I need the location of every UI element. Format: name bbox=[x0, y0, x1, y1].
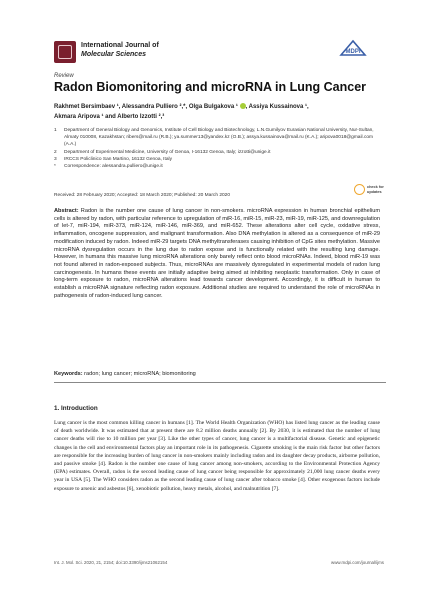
journal-name[interactable] bbox=[81, 41, 159, 59]
affiliations bbox=[54, 127, 374, 170]
authors-line2: Akmara Aripova ¹ and Alberto Izzotti ²,³ bbox=[54, 114, 165, 120]
section-divider bbox=[54, 382, 386, 383]
check-updates-label bbox=[367, 185, 384, 194]
affiliation-number: 2 bbox=[54, 149, 57, 155]
affiliation-item bbox=[54, 127, 374, 149]
affiliation-number: 3 bbox=[54, 156, 57, 162]
abstract-label: Abstract: bbox=[54, 208, 79, 214]
article-title: Radon Biomonitoring and microRNA in Lung Cancer bbox=[54, 80, 367, 94]
correspondence-text: Correspondence: alessandra.pulliero@unige.it bbox=[64, 164, 163, 170]
affiliation-text: Department of General Biology and Genomics, Institute of Cell Biology and Biotechnology, L.N.Gumilyov Eurasian National University, Nur-Sultan, Almaty 010008, Kazakhstan; ribers@mail.ru (R.B.); ya.summer13@yandex.kz (O.B.); assya.kussainova@mail.ru (K.A.); aripova0018@gmail.com (A.A.) bbox=[64, 128, 374, 148]
keywords bbox=[54, 371, 380, 377]
check-for-updates-badge[interactable] bbox=[354, 181, 386, 199]
keywords-text: radon; lung cancer; microRNA; biomonitoring bbox=[84, 371, 196, 377]
affiliation-number: 1 bbox=[54, 128, 57, 133]
footer-website[interactable]: www.mdpi.com/journal/ijms bbox=[331, 560, 384, 565]
affiliation-number: * bbox=[54, 164, 56, 170]
affiliation-text: Department of Experimental Medicine, University of Genoa, I-16132 Genoa, Italy; izzotti@unige.it bbox=[64, 149, 271, 155]
publication-dates: Received: 28 February 2020; Accepted: 18 March 2020; Published: 20 March 2020 bbox=[54, 193, 230, 198]
check-updates-icon bbox=[354, 184, 365, 195]
introduction-text: Lung cancer is the most common killing cancer in humans [1]. The World Health Organization (WHO) has listed lung cancer as the leading cause of death worldwide. It was estimated that at present there are 8.2 million deaths annually [2]. By 2030, it is estimated that the number of lung cancer deaths will rise to 10 million per year [3]. Like the other types of cancer, lung cancer is a multifactorial disease. Genetic and epigenetic changes in the cell and environmental factors play an important role in its pathogenesis. Cigarette smoking is the main risk factor but other factors are responsible for the increasing burden of lung cancer in non-smokers mainly including radon and its daughter decay products, airborne pollution, and passive smoke [4]. Radon is the number one cause of lung cancer among non-smokers, according to the Environmental Protection Agency (EPA) estimates. Overall, radon is the second leading cause of lung cancer being responsible for approximately 21,000 lung cancer deaths every year in USA [5]. The WHO considers radon as the second leading cause of lung cancer after tobacco smoke [4]. Other exogenous factors include exposure to arsenic and asbestos [6], xenobiotic pollution, heavy metals, alcohol, and malnutrition [7]. bbox=[54, 420, 380, 492]
page-footer bbox=[54, 560, 384, 565]
mdpi-logo-icon[interactable] bbox=[338, 38, 368, 58]
authors-line1-tail: , Assiya Kussainova ¹, bbox=[245, 104, 309, 110]
affiliation-text: IRCCS Policlinico San Martino, 16132 Genoa, Italy bbox=[64, 156, 172, 162]
affiliation-item bbox=[54, 149, 374, 156]
affiliation-item bbox=[54, 163, 374, 170]
journal-logo-icon bbox=[54, 41, 76, 63]
check-updates-line2: updates bbox=[367, 189, 382, 194]
author-list bbox=[54, 102, 394, 122]
section-title-introduction: 1. Introduction bbox=[54, 405, 98, 412]
article-type: Review bbox=[54, 73, 74, 79]
mdpi-logo-text: MDPI bbox=[345, 49, 361, 55]
authors-line1: Rakhmet Bersimbaev ¹, Alessandra Pulliero ²,*, Olga Bulgakova ¹ bbox=[54, 104, 238, 110]
footer-citation[interactable]: Int. J. Mol. Sci. 2020, 21, 2154; doi:10.3390/ijms21062154 bbox=[54, 560, 168, 565]
affiliation-item bbox=[54, 156, 374, 163]
abstract-text: Radon is the number one cause of lung cancer in non-smokers. microRNA expression in human bronchial epithelium cells is altered by radon, with particular reference to upregulation of miR-16, miR-15, miR-23, miR-19, miR-125, and downregulation of let-7, miR-194, miR-373, miR-124, miR-146, miR-369, and miR-652. These alterations alter cell cycle, oxidative stress, inflammation, oncogene suppression, and malignant transformation. Also DNA methylation is altered as a consequence of miR-29 modification induced by radon. Indeed miR-29 targets DNA methyltransferases causing inhibition of CpG sites methylation. Massive microRNA dysregulation occurs in the lung due to radon expose and is functionally related with the resulting lung damage. However, in humans this massive lung microRNA alterations only barely reflect onto blood microRNAs. Indeed, blood miR-19 was not found altered in radon-exposed subjects. Thus, microRNAs are massively dysregulated in experimental models of radon lung carcinogenesis. In humans these events are initially adaptive being aimed at inhibiting neoplastic transformation. Only in case of long-term exposure to radon, microRNA alterations lead towards cancer development. Accordingly, it is difficult in human to establish a microRNA signature reflecting radon exposure. Additional studies are required to understand the role of microRNAs in pathogenesis of radon-induced lung cancer. bbox=[54, 208, 380, 299]
journal-name-line1: International Journal of bbox=[81, 42, 159, 49]
abstract bbox=[54, 208, 380, 300]
keywords-label: Keywords: bbox=[54, 371, 83, 377]
journal-name-line2: Molecular Sciences bbox=[81, 51, 146, 58]
check-updates-line1: check for bbox=[367, 185, 384, 189]
